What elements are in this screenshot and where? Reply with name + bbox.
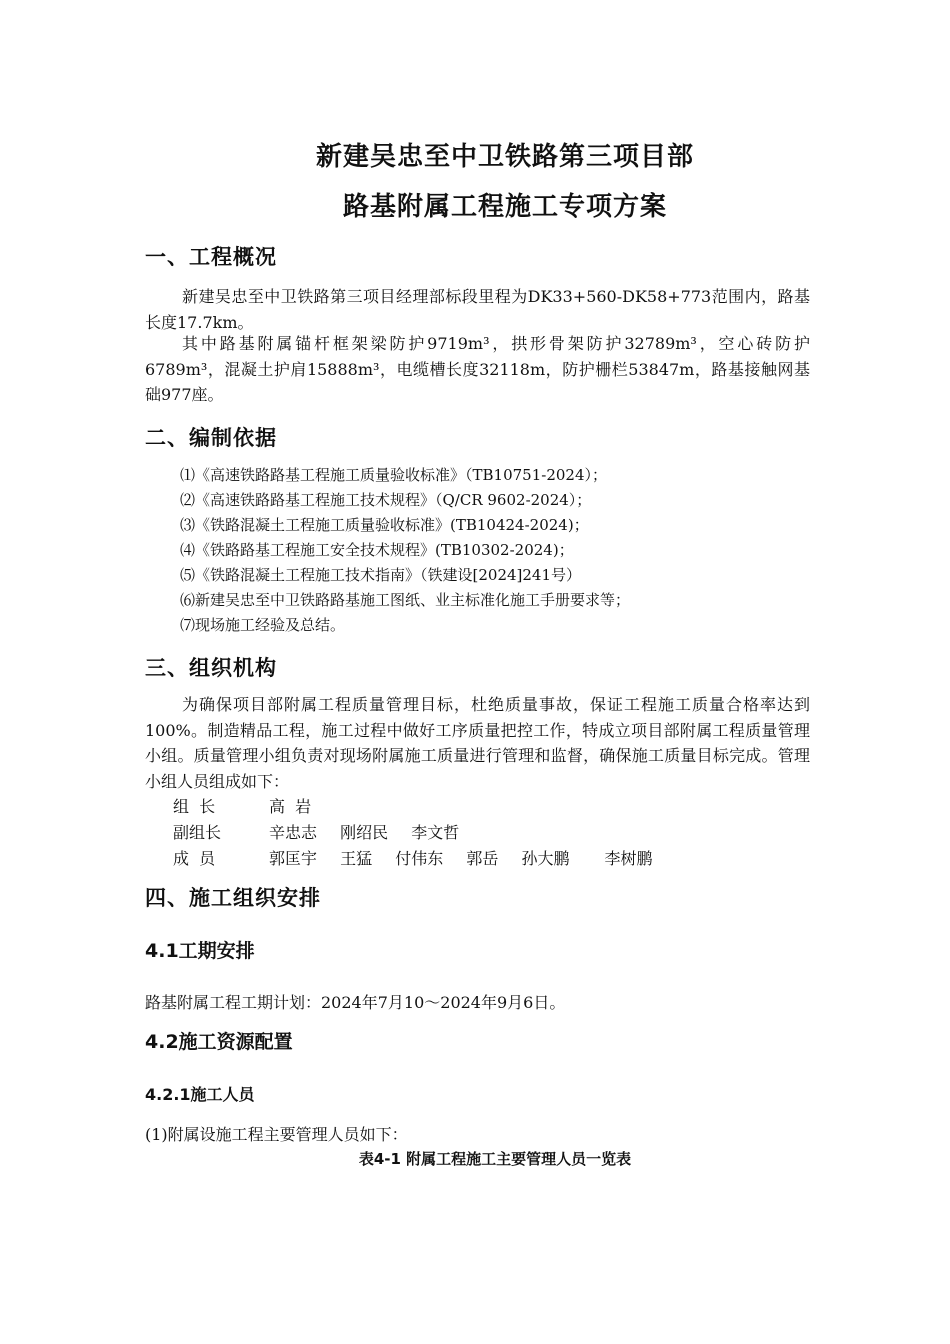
overview-paragraph-2: 其中路基附属锚杆框架梁防护9719m³，拱形骨架防护32789m³，空心砖防护6789m³，混凝土护肩15888m³，电缆槽长度32118m，防护栅栏53847m，路基接触网基础977座。 xyxy=(145,334,810,404)
table-caption: 表4-1 附属工程施工主要管理人员一览表 xyxy=(358,1150,632,1168)
member-name: 孙大鹏 xyxy=(521,849,570,868)
subsection-heading-personnel: 4.2.1施工人员 xyxy=(145,1085,255,1104)
schedule-text: 路基附属工程工期计划：2024年7月10～2024年9月6日。 xyxy=(145,993,566,1012)
member-name: 刚绍民 xyxy=(340,823,389,842)
basis-item-1: ⑴《高速铁路路基工程施工质量验收标准》（TB10751-2024）； xyxy=(180,466,607,484)
basis-item-2: ⑵《高速铁路路基工程施工技术规程》（Q/CR 9602-2024）； xyxy=(180,491,592,509)
subsection-heading-resources: 4.2施工资源配置 xyxy=(145,1031,293,1053)
organization-paragraph: 为确保项目部附属工程质量管理目标，杜绝质量事故，保证工程施工质量合格率达到100%。制造精品工程，施工过程中做好工序质量把控工作，特成立项目部附属工程质量管理小组。质量管理小组负责对现场附属施工质量进行管理和监督，确保施工质量目标完成。管理小组人员组成如下： xyxy=(145,695,810,791)
member-role: 组 长 xyxy=(173,797,216,816)
section-heading-overview: 一、工程概况 xyxy=(145,245,277,269)
member-name: 李文哲 xyxy=(411,823,460,842)
document-title-line2: 路基附属工程施工专项方案 xyxy=(342,192,667,222)
member-names xyxy=(269,820,477,843)
member-name: 李树鹏 xyxy=(604,849,653,868)
section-heading-organization: 三、组织机构 xyxy=(145,656,277,680)
basis-item-5: ⑸《铁路混凝土工程施工技术指南》（铁建设[2024]241号） xyxy=(180,566,582,584)
basis-item-4: ⑷《铁路路基工程施工安全技术规程》(TB10302-2024)； xyxy=(180,541,574,559)
member-name: 郭匡宇 xyxy=(269,849,318,868)
subsection-heading-schedule: 4.1工期安排 xyxy=(145,940,255,962)
member-names xyxy=(269,846,671,869)
basis-item-7: ⑺现场施工经验及总结。 xyxy=(180,616,346,634)
overview-paragraph-1: 新建吴忠至中卫铁路第三项目经理部标段里程为DK33+560-DK58+773范围内，路基长度17.7km。 xyxy=(145,287,810,332)
member-name: 王猛 xyxy=(340,849,373,868)
basis-item-6: ⑹新建吴忠至中卫铁路路基施工图纸、业主标准化施工手册要求等； xyxy=(180,591,631,609)
member-name: 付伟东 xyxy=(395,849,444,868)
member-names xyxy=(269,794,329,817)
section-heading-construction-arrangement: 四、施工组织安排 xyxy=(145,886,321,910)
member-name: 辛忠志 xyxy=(269,823,318,842)
basis-item-3: ⑶《铁路混凝土工程施工质量验收标准》(TB10424-2024)； xyxy=(180,516,589,534)
document-title-line1: 新建吴忠至中卫铁路第三项目部 xyxy=(315,142,694,172)
member-role: 成 员 xyxy=(173,849,216,868)
section-heading-basis: 二、编制依据 xyxy=(145,426,277,450)
member-role: 副组长 xyxy=(173,823,222,842)
member-name: 高 岩 xyxy=(269,797,312,816)
personnel-text: (1)附属设施工程主要管理人员如下： xyxy=(145,1125,408,1144)
member-name: 郭岳 xyxy=(466,849,499,868)
